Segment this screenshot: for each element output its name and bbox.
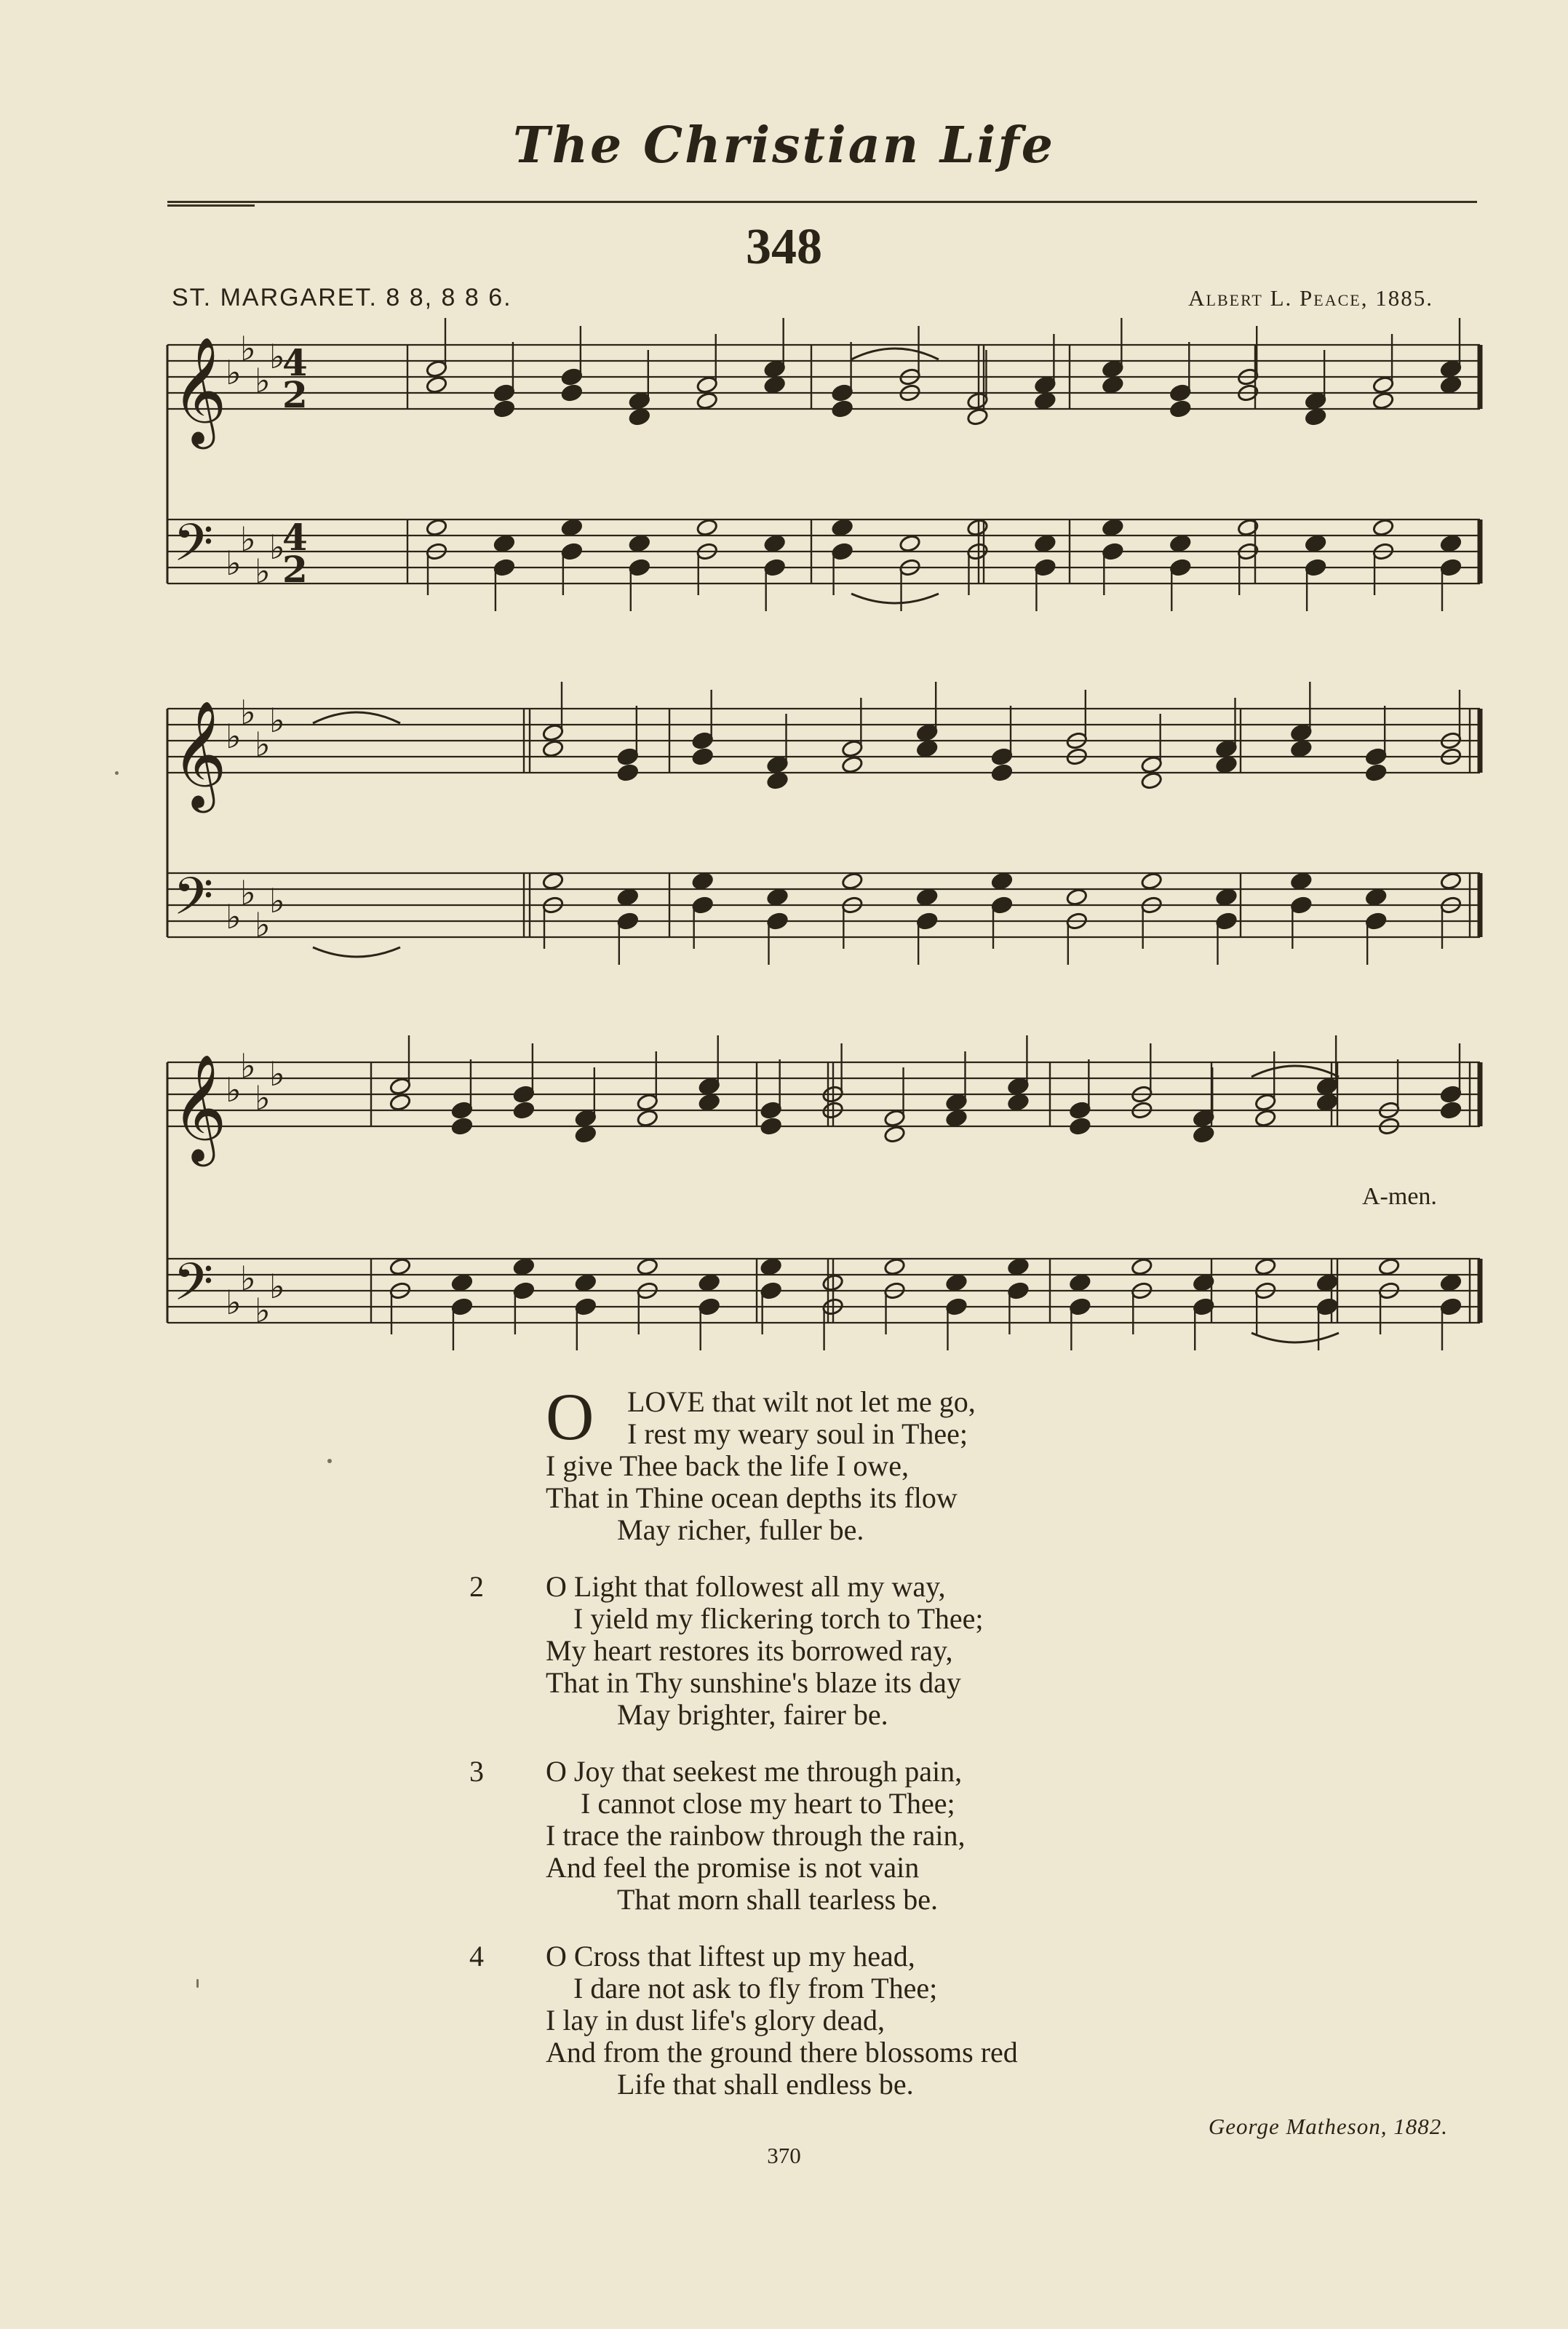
quarter-note (1440, 359, 1462, 378)
quarter-note (561, 383, 584, 402)
half-note (1140, 771, 1163, 790)
quarter-note (763, 375, 786, 394)
quarter-note (1007, 1281, 1030, 1300)
quarter-note (1169, 534, 1192, 553)
quarter-note (1034, 391, 1056, 410)
quarter-note (1193, 1125, 1215, 1144)
quarter-note (698, 1273, 720, 1292)
flat-sign: ♭ (255, 905, 271, 944)
quarter-note (1069, 1273, 1091, 1292)
half-note (883, 1257, 906, 1276)
paper-speck (327, 1459, 332, 1463)
quarter-note (991, 747, 1014, 766)
quarter-note (1290, 739, 1313, 758)
quarter-note (698, 1093, 720, 1112)
quarter-note (991, 896, 1014, 915)
quarter-note (617, 912, 640, 931)
paper-speck (196, 1979, 199, 1988)
paper-speck (115, 771, 119, 775)
quarter-note (1305, 391, 1327, 410)
quarter-note (629, 534, 651, 553)
quarter-note (1316, 1297, 1339, 1316)
half-note (389, 1077, 412, 1096)
verse-line: And from the ground there blossoms red (546, 2036, 1018, 2069)
quarter-note (575, 1297, 597, 1316)
quarter-note (451, 1117, 474, 1136)
quarter-note (1215, 912, 1238, 931)
verse-line: LOVE that wilt not let me go, (627, 1385, 976, 1418)
half-note (841, 872, 864, 891)
quarter-note (945, 1093, 968, 1112)
quarter-note (831, 399, 853, 418)
quarter-note (1440, 1297, 1462, 1316)
flat-sign: ♭ (269, 527, 285, 567)
half-note (899, 534, 921, 553)
quarter-note (1169, 558, 1192, 577)
quarter-note (916, 888, 939, 907)
stanza-3 (469, 1755, 1375, 1916)
section-title: The Christian Life (512, 116, 1056, 175)
verse-line: I lay in dust life's glory dead, (546, 2004, 885, 2037)
verse-line: May brighter, fairer be. (617, 1698, 888, 1731)
quarter-note (916, 723, 939, 742)
quarter-note (1305, 407, 1327, 426)
quarter-note (1007, 1093, 1030, 1112)
half-note (1372, 375, 1395, 394)
verse-line: I dare not ask to fly from Thee; (573, 1972, 938, 2004)
quarter-note (617, 747, 640, 766)
quarter-note (1365, 888, 1388, 907)
half-note (966, 407, 989, 426)
quarter-note (991, 763, 1014, 782)
time-signature: 4 (282, 341, 308, 384)
tie (313, 947, 400, 957)
quarter-note (1007, 1077, 1030, 1096)
half-note (1140, 755, 1163, 774)
quarter-note (945, 1297, 968, 1316)
flat-sign: ♭ (226, 717, 242, 756)
verse-line: Life that shall endless be. (617, 2068, 914, 2101)
quarter-note (561, 367, 584, 386)
quarter-note (575, 1109, 597, 1128)
quarter-note (1365, 747, 1388, 766)
half-note (542, 739, 565, 758)
half-note (883, 1109, 906, 1128)
verse-line: That in Thy sunshine's blaze its day (546, 1666, 961, 1699)
tie (851, 349, 939, 359)
quarter-note (760, 1117, 782, 1136)
flat-sign: ♭ (269, 1054, 285, 1094)
quarter-note (760, 1281, 782, 1300)
quarter-note (1316, 1273, 1339, 1292)
quarter-note (561, 542, 584, 561)
flat-sign: ♭ (226, 1070, 242, 1110)
half-note (1372, 391, 1395, 410)
half-note (426, 375, 448, 394)
verse-line: May richer, fuller be. (617, 1513, 864, 1546)
flat-sign: ♭ (226, 897, 242, 936)
flat-sign: ♭ (255, 1291, 271, 1330)
verse-line: I trace the rainbow through the rain, (546, 1819, 966, 1852)
quarter-note (691, 747, 714, 766)
quarter-note (629, 558, 651, 577)
half-note (426, 359, 448, 378)
half-note (426, 518, 448, 537)
flat-sign: ♭ (240, 519, 256, 559)
treble-clef: 𝄞 (172, 1054, 227, 1162)
hymn-number: 348 (746, 219, 822, 275)
quarter-note (1440, 375, 1462, 394)
page-number: 370 (767, 2143, 801, 2168)
stanza-4 (469, 1940, 1375, 2101)
quarter-note (831, 383, 853, 402)
quarter-note (513, 1281, 536, 1300)
quarter-note (698, 1297, 720, 1316)
flat-sign: ♭ (269, 1267, 285, 1306)
verse-line: And feel the promise is not vain (546, 1851, 920, 1884)
quarter-note (493, 399, 516, 418)
quarter-note (617, 763, 640, 782)
treble-clef: 𝄞 (172, 700, 227, 808)
quarter-note (1102, 359, 1124, 378)
flat-sign: ♭ (269, 701, 285, 740)
stanza-number: 3 (469, 1755, 484, 1788)
composer-credit: Albert L. Peace, 1885. (1188, 285, 1433, 311)
tie (851, 594, 939, 603)
quarter-note (493, 383, 516, 402)
half-note (841, 739, 864, 758)
flat-sign: ♭ (255, 361, 271, 400)
quarter-note (1102, 375, 1124, 394)
half-note (1372, 518, 1395, 537)
quarter-note (451, 1297, 474, 1316)
half-note (1440, 872, 1462, 891)
verse-line: O Cross that liftest up my head, (546, 1940, 915, 1972)
quarter-note (1007, 1257, 1030, 1276)
half-note (389, 1257, 412, 1276)
flat-sign: ♭ (240, 1259, 256, 1298)
quarter-note (1215, 739, 1238, 758)
quarter-note (1305, 558, 1327, 577)
quarter-note (1069, 1101, 1091, 1120)
quarter-note (1034, 534, 1056, 553)
quarter-note (493, 534, 516, 553)
quarter-note (945, 1273, 968, 1292)
quarter-note (451, 1101, 474, 1120)
stanza-number: 2 (469, 1570, 484, 1603)
quarter-note (766, 912, 789, 931)
half-note (1254, 1109, 1277, 1128)
stanza-2 (469, 1570, 1375, 1731)
half-note (696, 518, 718, 537)
quarter-note (916, 912, 939, 931)
quarter-note (1290, 723, 1313, 742)
stanza-1 (502, 1380, 1375, 1546)
flat-sign: ♭ (255, 725, 271, 764)
verse-line: That in Thine ocean depths its flow (546, 1481, 958, 1514)
verse-line: O Light that followest all my way, (546, 1570, 946, 1603)
quarter-note (1440, 1101, 1462, 1120)
time-signature: 4 (282, 515, 308, 559)
tie (313, 712, 400, 723)
half-note (1378, 1257, 1401, 1276)
quarter-note (691, 872, 714, 891)
quarter-note (1034, 558, 1056, 577)
half-note (696, 375, 718, 394)
quarter-note (1215, 755, 1238, 774)
quarter-note (1215, 888, 1238, 907)
half-note (966, 391, 989, 410)
flat-sign: ♭ (240, 873, 256, 912)
flat-sign: ♭ (255, 1078, 271, 1118)
bass-clef: 𝄢 (173, 1252, 214, 1325)
quarter-note (1305, 534, 1327, 553)
quarter-note (760, 1101, 782, 1120)
quarter-note (1069, 1297, 1091, 1316)
half-note (1131, 1257, 1153, 1276)
flat-sign: ♭ (226, 353, 242, 392)
bass-clef: 𝄢 (173, 513, 214, 586)
quarter-note (691, 896, 714, 915)
quarter-note (1440, 1273, 1462, 1292)
quarter-note (629, 391, 651, 410)
quarter-note (763, 359, 786, 378)
quarter-note (1316, 1077, 1339, 1096)
verse-line: I yield my flickering torch to Thee; (573, 1602, 984, 1635)
flat-sign: ♭ (240, 693, 256, 732)
verse-line: That morn shall tearless be. (617, 1883, 938, 1916)
quarter-note (1440, 558, 1462, 577)
quarter-note (945, 1109, 968, 1128)
treble-clef: 𝄞 (172, 336, 227, 445)
verse-line: I give Thee back the life I owe, (546, 1449, 910, 1482)
quarter-note (493, 558, 516, 577)
quarter-note (766, 888, 789, 907)
quarter-note (691, 731, 714, 750)
quarter-note (1102, 518, 1124, 537)
flat-sign: ♭ (240, 1046, 256, 1086)
quarter-note (513, 1085, 536, 1104)
verse-line: I rest my weary soul in Thee; (627, 1417, 968, 1450)
half-note (542, 723, 565, 742)
quarter-note (766, 755, 789, 774)
half-note (1066, 888, 1089, 907)
tune-name: ST. MARGARET. 8 8, 8 8 6. (172, 284, 512, 311)
quarter-note (1316, 1093, 1339, 1112)
half-note (1140, 872, 1163, 891)
half-note (636, 1257, 658, 1276)
quarter-note (513, 1101, 536, 1120)
quarter-note (698, 1077, 720, 1096)
half-note (389, 1093, 412, 1112)
flat-sign: ♭ (269, 337, 285, 376)
dropcap: O (546, 1380, 594, 1454)
quarter-note (766, 771, 789, 790)
half-note (636, 1093, 658, 1112)
quarter-note (1069, 1117, 1091, 1136)
quarter-note (1290, 872, 1313, 891)
quarter-note (617, 888, 640, 907)
quarter-note (763, 558, 786, 577)
quarter-note (1365, 912, 1388, 931)
quarter-note (831, 542, 853, 561)
quarter-note (1290, 896, 1313, 915)
quarter-note (561, 518, 584, 537)
quarter-note (1440, 1085, 1462, 1104)
tie (1251, 1333, 1339, 1342)
quarter-note (1169, 399, 1192, 418)
verse-line: O Joy that seekest me through pain, (546, 1755, 963, 1788)
flat-sign: ♭ (269, 881, 285, 920)
flat-sign: ♭ (255, 552, 271, 591)
tie (1251, 1066, 1339, 1077)
time-signature: 2 (282, 373, 308, 416)
half-note (636, 1109, 658, 1128)
quarter-note (575, 1273, 597, 1292)
stanza-number: 4 (469, 1940, 484, 1972)
quarter-note (575, 1125, 597, 1144)
verse-line: My heart restores its borrowed ray, (546, 1634, 953, 1667)
half-note (841, 755, 864, 774)
half-note (966, 518, 989, 537)
half-note (696, 391, 718, 410)
quarter-note (1365, 763, 1388, 782)
half-note (1254, 1093, 1277, 1112)
author-credit: George Matheson, 1882. (1208, 2114, 1448, 2139)
quarter-note (991, 872, 1014, 891)
flat-sign: ♭ (226, 1283, 242, 1322)
quarter-note (1169, 383, 1192, 402)
quarter-note (629, 407, 651, 426)
quarter-note (1440, 534, 1462, 553)
quarter-note (451, 1273, 474, 1292)
quarter-note (916, 739, 939, 758)
flat-sign: ♭ (240, 329, 256, 368)
quarter-note (831, 518, 853, 537)
quarter-note (760, 1257, 782, 1276)
quarter-note (1034, 375, 1056, 394)
quarter-note (513, 1257, 536, 1276)
hymn-verses (469, 1380, 1375, 2125)
verse-line: I cannot close my heart to Thee; (581, 1787, 955, 1820)
time-signature: 2 (282, 547, 308, 591)
bass-clef: 𝄢 (173, 867, 214, 939)
half-note (883, 1125, 906, 1144)
flat-sign: ♭ (226, 544, 242, 583)
half-note (1254, 1257, 1277, 1276)
amen-label: A-men. (1362, 1183, 1437, 1210)
quarter-note (1102, 542, 1124, 561)
quarter-note (763, 534, 786, 553)
half-note (542, 872, 565, 891)
